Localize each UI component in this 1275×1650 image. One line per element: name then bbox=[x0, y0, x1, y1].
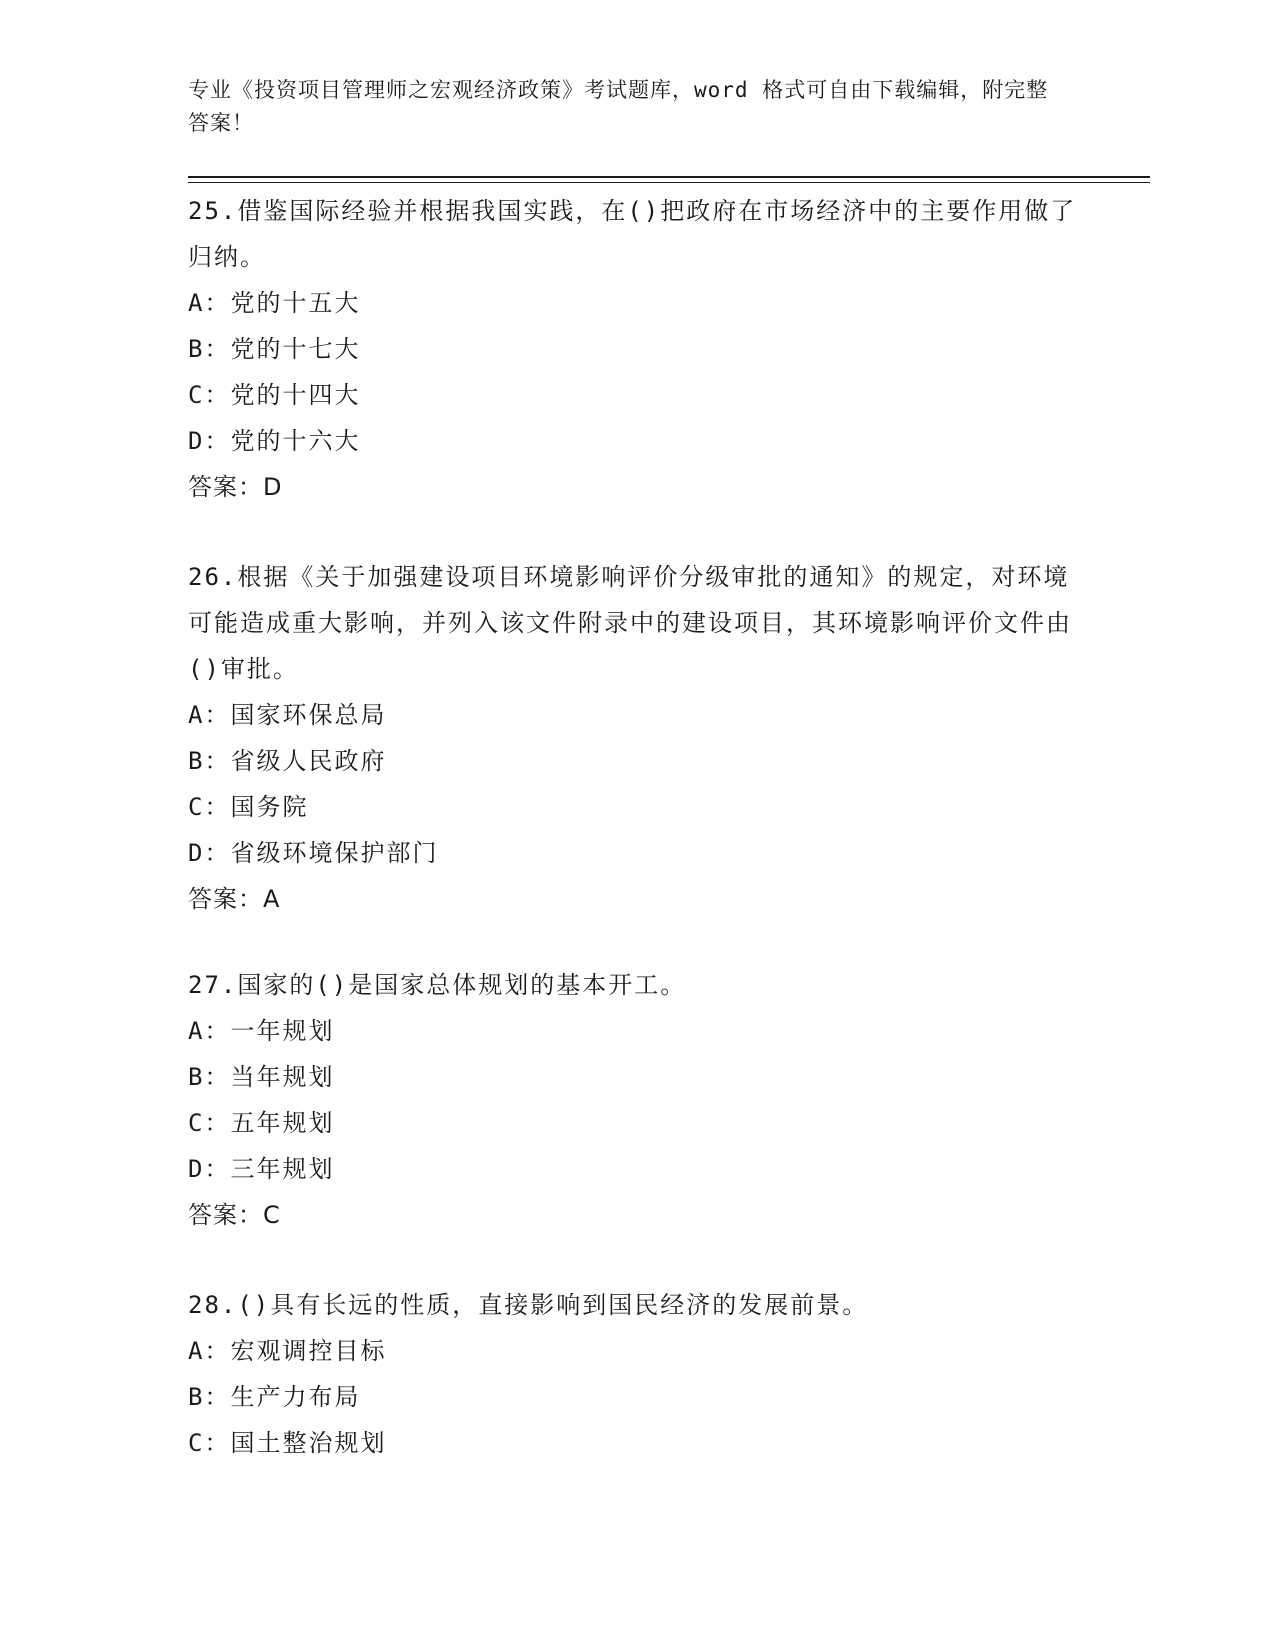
question-25 bbox=[188, 188, 1088, 510]
answer-label: 答案：A bbox=[188, 885, 281, 913]
option-c: C：国务院 bbox=[188, 793, 309, 821]
option-d: D：三年规划 bbox=[188, 1155, 335, 1183]
option-b: B：省级人民政府 bbox=[188, 747, 387, 775]
option-a: A：一年规划 bbox=[188, 1017, 335, 1045]
option-a: A：国家环保总局 bbox=[188, 701, 387, 729]
question-26 bbox=[188, 554, 1088, 922]
header-divider bbox=[188, 176, 1150, 178]
document-header: 专业《投资项目管理师之宏观经济政策》考试题库，word 格式可自由下载编辑，附完整答案！ bbox=[188, 78, 1049, 135]
option-a: A：党的十五大 bbox=[188, 289, 361, 317]
option-c: C：五年规划 bbox=[188, 1109, 335, 1137]
option-b: B：党的十七大 bbox=[188, 335, 361, 363]
option-c: C：党的十四大 bbox=[188, 381, 361, 409]
question-27 bbox=[188, 962, 1088, 1238]
question-stem: 25.借鉴国际经验并根据我国实践，在()把政府在市场经济中的主要作用做了归纳。 bbox=[188, 197, 1077, 271]
option-b: B：生产力布局 bbox=[188, 1383, 361, 1411]
option-b: B：当年规划 bbox=[188, 1063, 335, 1091]
question-28 bbox=[188, 1282, 1088, 1466]
option-d: D：党的十六大 bbox=[188, 427, 361, 455]
question-stem: 28.()具有长远的性质，直接影响到国民经济的发展前景。 bbox=[188, 1291, 869, 1319]
option-d: D：省级环境保护部门 bbox=[188, 839, 439, 867]
answer-label: 答案：D bbox=[188, 473, 283, 501]
answer-label: 答案：C bbox=[188, 1201, 281, 1229]
question-stem: 27.国家的()是国家总体规划的基本开工。 bbox=[188, 971, 687, 999]
option-c: C：国土整治规划 bbox=[188, 1429, 387, 1457]
option-a: A：宏观调控目标 bbox=[188, 1337, 387, 1365]
header-divider-thin bbox=[188, 182, 1150, 183]
question-stem: 26.根据《关于加强建设项目环境影响评价分级审批的通知》的规定，对环境可能造成重大影响，并列入该文件附录中的建设项目，其环境影响评价文件由()审批。 bbox=[188, 563, 1072, 683]
